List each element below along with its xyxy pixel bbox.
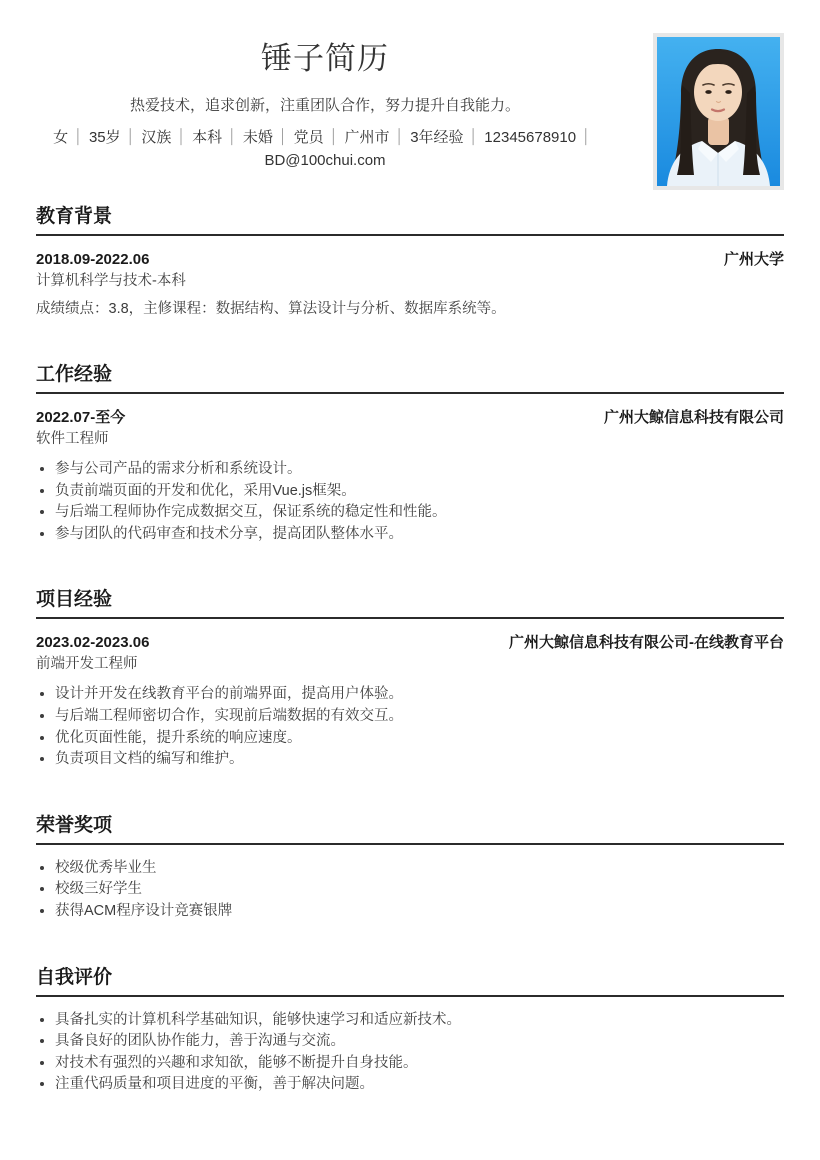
self-evaluation-bullet: • 注重代码质量和项目进度的平衡，善于解决问题。	[55, 1074, 784, 1096]
resume-summary: 热爱技术，追求创新，注重团队合作，努力提升自我能力。	[129, 97, 520, 114]
section-honors	[36, 813, 784, 923]
education-date: 2018.09-2022.06	[36, 251, 150, 268]
project-job-title: 前端开发工程师	[36, 656, 138, 673]
honor-bullet: • 校级优秀毕业生	[55, 858, 784, 880]
profile-photo	[653, 33, 784, 190]
work-bullet: • 参与团队的代码审查和技术分享，提高团队整体水平。	[55, 524, 784, 546]
education-entry-head	[36, 249, 784, 270]
resume-header	[36, 33, 784, 190]
work-bullet-list	[36, 459, 784, 545]
personal-info-line	[36, 126, 614, 149]
info-item-marital-status: 未婚	[242, 129, 273, 146]
info-separator: │	[177, 128, 187, 144]
education-school: 广州大学	[723, 251, 784, 268]
info-item-city: 广州市	[344, 129, 390, 146]
education-major: 计算机科学与技术-本科	[36, 273, 186, 289]
section-project-experience	[36, 587, 784, 770]
email-text: BD@100chui.com	[264, 152, 386, 169]
section-work-experience	[36, 362, 784, 545]
project-bullet: • 优化页面性能，提升系统的响应速度。	[55, 728, 784, 750]
honor-bullet: • 校级三好学生	[55, 879, 784, 901]
project-name: 广州大鲸信息科技有限公司-在线教育平台	[509, 634, 784, 652]
info-item-political-status: 党员	[293, 129, 324, 146]
info-separator: │	[469, 128, 479, 144]
self-evaluation-bullet: • 具备扎实的计算机科学基础知识，能够快速学习和适应新技术。	[55, 1010, 784, 1032]
info-separator: │	[582, 128, 591, 144]
project-date: 2023.02-2023.06	[36, 634, 150, 652]
profile-photo-illustration	[657, 37, 780, 186]
project-bullet: • 设计并开发在线教育平台的前端界面，提高用户体验。	[55, 684, 784, 706]
work-company: 广州大鲸信息科技有限公司	[603, 409, 784, 426]
work-date: 2022.07-至今	[36, 409, 126, 426]
info-item-ethnicity: 汉族	[141, 129, 172, 146]
honor-bullet: • 获得ACM程序设计竞赛银牌	[55, 901, 784, 923]
section-self-evaluation	[36, 965, 784, 1096]
section-education	[36, 204, 784, 320]
info-item-experience: 3年经验	[410, 129, 464, 146]
info-item-degree: 本科	[192, 129, 223, 146]
education-description: 成绩绩点：3.8，主修课程：数据结构、算法设计与分析、数据库系统等。	[36, 301, 506, 317]
resume-title: 锤子简历	[261, 41, 389, 76]
info-separator: │	[228, 128, 237, 144]
section-title-self-evaluation: 自我评价	[36, 965, 784, 997]
info-separator: │	[395, 128, 405, 144]
self-evaluation-bullet-list	[36, 1010, 784, 1096]
info-item-age: 35岁	[88, 129, 121, 146]
self-evaluation-bullet: • 具备良好的团队协作能力，善于沟通与交流。	[55, 1031, 784, 1053]
honors-bullet-list	[36, 858, 784, 923]
info-separator: │	[74, 128, 83, 144]
project-bullet: • 负责项目文档的编写和维护。	[55, 749, 784, 771]
section-title-honors: 荣誉奖项	[36, 813, 784, 845]
info-item-phone: 12345678910	[484, 129, 577, 146]
work-bullet: • 负责前端页面的开发和优化，采用Vue.js框架。	[55, 481, 784, 503]
section-title-work: 工作经验	[36, 362, 784, 394]
section-title-education: 教育背景	[36, 204, 784, 236]
work-entry-head	[36, 407, 784, 428]
work-bullet: • 与后端工程师协作完成数据交互，保证系统的稳定性和性能。	[55, 502, 784, 524]
info-separator: │	[126, 128, 136, 144]
project-bullet: • 与后端工程师密切合作，实现前后端数据的有效交互。	[55, 706, 784, 728]
info-separator: │	[329, 128, 339, 144]
info-separator: │	[278, 128, 288, 144]
work-bullet: • 参与公司产品的需求分析和系统设计。	[55, 459, 784, 481]
project-bullet-list	[36, 684, 784, 770]
project-entry-head	[36, 632, 784, 653]
info-item-gender: 女	[53, 129, 69, 146]
self-evaluation-bullet: • 对技术有强烈的兴趣和求知欲，能够不断提升自身技能。	[55, 1053, 784, 1075]
resume-header-text	[36, 33, 614, 172]
section-title-project: 项目经验	[36, 587, 784, 619]
work-job-title: 软件工程师	[36, 431, 109, 447]
